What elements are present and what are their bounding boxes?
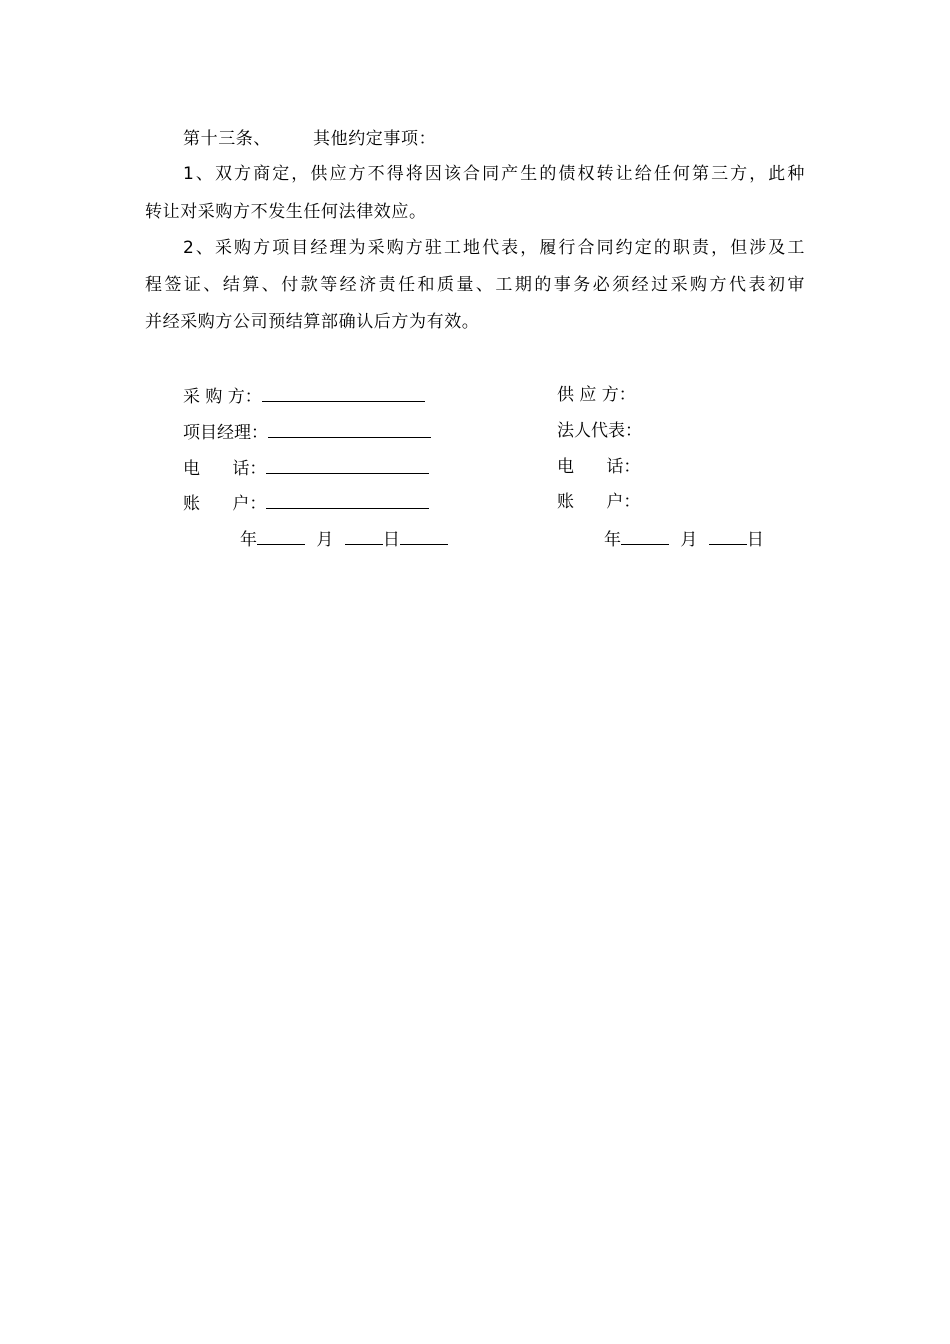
clause-2-line-1: 2、采购方项目经理为采购方驻工地代表，履行合同约定的职责，但涉及工 <box>183 238 805 258</box>
supplier-day-label: 日 <box>746 530 764 550</box>
article-number: 第十三条、 <box>183 129 271 149</box>
clause-2-line-2: 程签证、结算、付款等经济责任和质量、工期的事务必须经过采购方代表初审 <box>145 275 805 295</box>
buyer-account-row <box>183 490 429 516</box>
buyer-phone-label: 电 话： <box>183 459 267 479</box>
buyer-party-label: 采 购 方： <box>183 387 262 407</box>
buyer-party-row <box>183 383 425 409</box>
supplier-phone-label: 电 话： <box>557 457 641 477</box>
buyer-account-field[interactable] <box>266 490 429 509</box>
clause-1-line-2: 转让对采购方不发生任何法律效应。 <box>145 202 427 222</box>
supplier-legal-rep-label: 法人代表： <box>557 421 642 441</box>
buyer-manager-label: 项目经理： <box>183 423 268 443</box>
buyer-day-field[interactable] <box>400 526 448 545</box>
supplier-year-label: 年 <box>604 530 621 550</box>
buyer-month-field[interactable] <box>345 526 383 545</box>
supplier-year-field[interactable] <box>621 526 669 545</box>
buyer-phone-row <box>183 455 429 481</box>
buyer-account-label: 账 户： <box>183 494 267 514</box>
article-heading <box>183 127 843 151</box>
buyer-year-field[interactable] <box>257 526 305 545</box>
buyer-month-label: 月 <box>316 530 334 550</box>
buyer-day-label: 日 <box>382 530 400 550</box>
supplier-date-row <box>604 526 764 552</box>
clause-2-line-3: 并经采购方公司预结算部确认后方为有效。 <box>145 312 480 332</box>
buyer-phone-field[interactable] <box>266 455 429 474</box>
supplier-party-label: 供 应 方： <box>557 385 636 405</box>
supplier-month-field[interactable] <box>709 526 747 545</box>
article-title: 其他约定事项： <box>313 129 437 149</box>
buyer-manager-row <box>183 419 431 445</box>
buyer-year-label: 年 <box>240 530 257 550</box>
buyer-manager-field[interactable] <box>268 419 431 438</box>
clause-1-line-1: 1、双方商定，供应方不得将因该合同产生的债权转让给任何第三方，此种 <box>183 164 805 184</box>
supplier-account-label: 账 户： <box>557 492 641 512</box>
buyer-date-row <box>240 526 448 552</box>
supplier-month-label: 月 <box>680 530 698 550</box>
buyer-party-field[interactable] <box>262 383 425 402</box>
